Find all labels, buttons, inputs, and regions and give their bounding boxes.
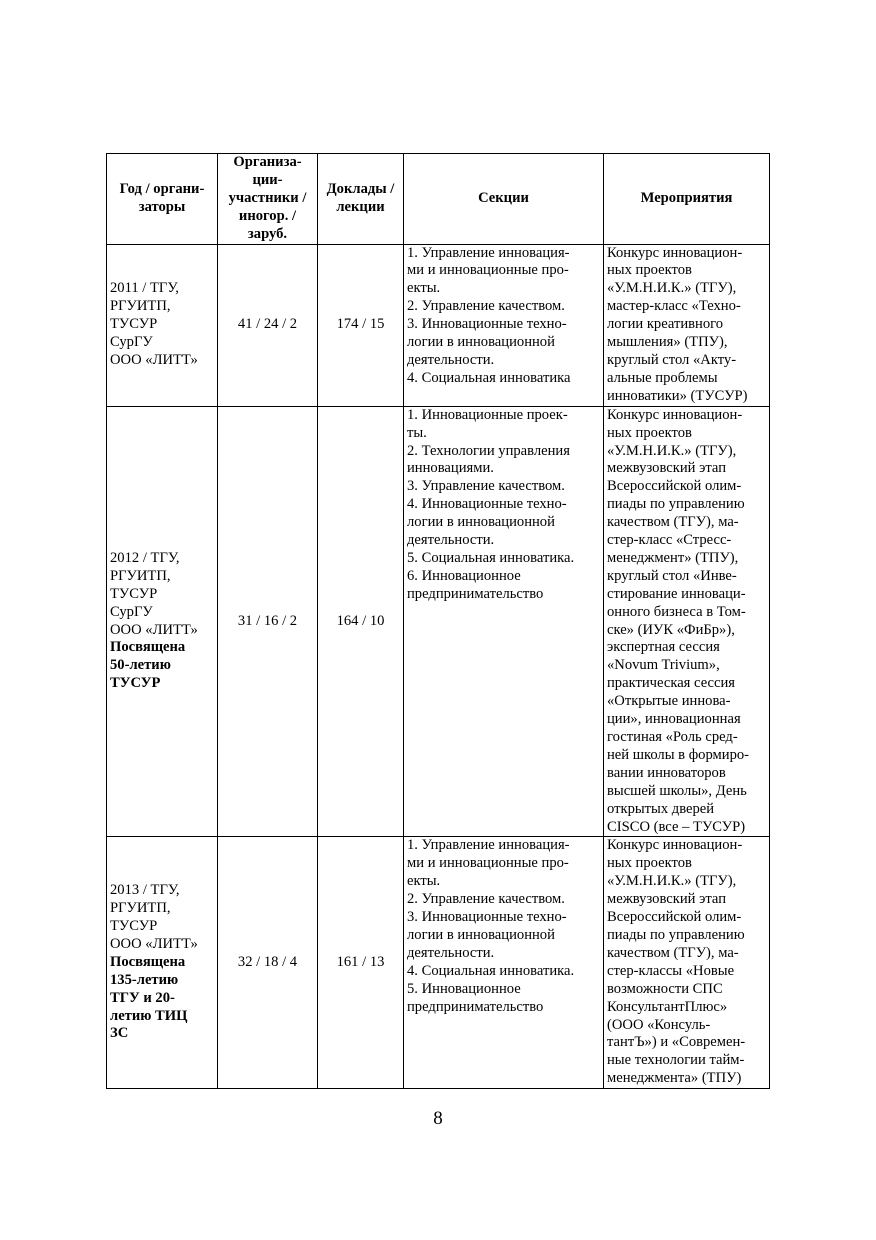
events-line: альные проблемы xyxy=(607,369,718,386)
events-line: круглый стол «Инве- xyxy=(607,567,737,584)
header-events: Мероприятия xyxy=(604,154,770,245)
events-line: практическая сессия xyxy=(607,675,736,692)
year-line: РГУИТП, xyxy=(110,298,171,315)
year-line: РГУИТП, xyxy=(110,900,171,917)
table-row xyxy=(107,837,770,1089)
year-line: СурГУ xyxy=(110,603,153,620)
sections-line: ми и инновационные про- xyxy=(407,855,569,872)
year-line: 2012 / ТГУ, xyxy=(110,549,180,566)
events-line: стер-класс «Стресс- xyxy=(607,532,732,549)
events-cell xyxy=(604,837,770,1089)
events-line: тантЪ») и «Современ- xyxy=(607,1034,746,1051)
year-line: ООО «ЛИТТ» xyxy=(110,935,198,952)
year-line: СурГУ xyxy=(110,334,153,351)
year-organizers-cell xyxy=(107,406,218,837)
sections-line: логии в инновационной xyxy=(407,514,555,531)
reports-cell: 174 / 15 xyxy=(318,244,404,406)
reports-cell: 161 / 13 xyxy=(318,837,404,1089)
events-line: пиады по управлению xyxy=(607,496,745,513)
events-line: стер-классы «Новые xyxy=(607,962,735,979)
year-organizers-cell xyxy=(107,244,218,406)
year-line: ТУСУР xyxy=(110,316,158,333)
table-row xyxy=(107,406,770,837)
table-header-row xyxy=(107,154,770,245)
year_bold-line: ЗС xyxy=(110,1025,129,1042)
sections-line: 2. Управление качеством. xyxy=(407,298,565,315)
sections-line: 2. Технологии управления xyxy=(407,442,570,459)
orgs-cell: 41 / 24 / 2 xyxy=(218,244,318,406)
events-line: ных проектов xyxy=(607,855,692,872)
page-number: 8 xyxy=(433,1108,443,1129)
events-line: Конкурс инновацион- xyxy=(607,244,743,261)
sections-line: инновациями. xyxy=(407,460,494,477)
header-orgs: Организа- ции- участники / иногор. / заруб. xyxy=(218,154,318,245)
events-line: Конкурс инновацион- xyxy=(607,406,743,423)
year-line: ООО «ЛИТТ» xyxy=(110,621,198,638)
events-line: менеджмент» (ТПУ), xyxy=(607,549,739,566)
year-line: 2013 / ТГУ, xyxy=(110,882,180,899)
sections-cell xyxy=(404,244,604,406)
sections-line: екты. xyxy=(407,280,441,297)
sections-cell xyxy=(404,406,604,837)
reports-cell: 164 / 10 xyxy=(318,406,404,837)
header-sections: Секции xyxy=(404,154,604,245)
events-line: качеством (ТГУ), ма- xyxy=(607,944,739,961)
events-line: «Открытые иннова- xyxy=(607,693,731,710)
events-line: гостиная «Роль сред- xyxy=(607,729,738,745)
events-line: высшей школы», День xyxy=(607,782,747,799)
events-line: межвузовский этап xyxy=(607,460,727,477)
orgs-cell: 32 / 18 / 4 xyxy=(218,837,318,1089)
events-line: «Novum Trivium», xyxy=(607,657,720,674)
sections-line: екты. xyxy=(407,873,441,890)
sections-line: 4. Инновационные техно- xyxy=(407,496,567,513)
header-year: Год / органи- заторы xyxy=(107,154,218,245)
orgs-cell: 31 / 16 / 2 xyxy=(218,406,318,837)
events-line: ске» (ИУК «ФиБр»), xyxy=(607,621,735,638)
sections-line: 4. Социальная инноватика xyxy=(407,369,571,386)
events-line: ных проектов xyxy=(607,262,692,279)
year_bold-line: Посвящена xyxy=(110,953,186,970)
events-line: круглый стол «Акту- xyxy=(607,351,737,368)
sections-line: 1. Управление инновация- xyxy=(407,837,570,854)
events-line: Всероссийской олим- xyxy=(607,909,742,926)
events-line: «У.М.Н.И.К.» (ТГУ), xyxy=(607,442,737,459)
sections-line: 3. Управление качеством. xyxy=(407,478,565,495)
events-line: Всероссийской олим- xyxy=(607,478,742,495)
events-line: ней школы в формиро- xyxy=(607,746,750,763)
year-line: РГУИТП, xyxy=(110,567,171,584)
header-reports: Доклады / лекции xyxy=(318,154,404,245)
events-line: стирование инноваци- xyxy=(607,585,746,602)
sections-line: 2. Управление качеством. xyxy=(407,891,565,908)
sections-line: 4. Социальная инноватика. xyxy=(407,962,575,979)
events-line: «У.М.Н.И.К.» (ТГУ), xyxy=(607,280,737,297)
events-line: вании инноваторов xyxy=(607,764,726,781)
year_bold-line: ТУСУР xyxy=(110,675,161,692)
events-line: межвузовский этап xyxy=(607,891,727,908)
year_bold-line: ТГУ и 20- xyxy=(110,989,175,1006)
sections-line: 1. Управление инновация- xyxy=(407,244,570,261)
events-line: мышления» (ТПУ), xyxy=(607,334,728,351)
events-line: мастер-класс «Техно- xyxy=(607,298,741,315)
sections-line: логии в инновационной xyxy=(407,334,555,351)
events-line: менеджмента» (ТПУ) xyxy=(607,1070,742,1087)
year-line: ТУСУР xyxy=(110,918,158,935)
events-line: ных проектов xyxy=(607,424,692,441)
events-line: онного бизнеса в Том- xyxy=(607,603,746,620)
sections-line: 1. Инновационные проек- xyxy=(407,406,568,423)
sections-line: предпринимательство xyxy=(407,585,544,602)
year-organizers-cell xyxy=(107,837,218,1089)
events-line: CISCO (все – ТУСУР) xyxy=(607,818,746,835)
events-cell xyxy=(604,244,770,406)
events-cell xyxy=(604,406,770,837)
events-line: КонсультантПлюс» xyxy=(607,998,728,1015)
sections-line: 6. Инновационное xyxy=(407,567,521,584)
sections-cell xyxy=(404,837,604,1089)
sections-line: деятельности. xyxy=(407,532,495,549)
year-line: ТУСУР xyxy=(110,585,158,602)
events-line: открытых дверей xyxy=(607,800,715,817)
sections-line: деятельности. xyxy=(407,351,495,368)
sections-line: 5. Инновационное xyxy=(407,980,521,997)
table-row xyxy=(107,244,770,406)
events-table xyxy=(106,153,770,1089)
year_bold-line: летию ТИЦ xyxy=(110,1007,188,1024)
sections-line: 3. Инновационные техно- xyxy=(407,316,567,333)
events-line: возможности СПС xyxy=(607,980,723,997)
year_bold-line: 135-летию xyxy=(110,971,179,988)
events-line: инноватики» (ТУСУР) xyxy=(607,387,748,404)
sections-line: 5. Социальная инноватика. xyxy=(407,549,575,566)
year_bold-line: 50-летию xyxy=(110,657,171,674)
events-line: (ООО «Консуль- xyxy=(607,1016,711,1033)
year_bold-line: Посвящена xyxy=(110,639,186,656)
sections-line: деятельности. xyxy=(407,944,495,961)
sections-line: предпринимательство xyxy=(407,998,544,1015)
year-line: ООО «ЛИТТ» xyxy=(110,351,198,368)
events-line: ции», инновационная xyxy=(607,711,741,728)
events-line: экспертная сессия xyxy=(607,639,720,656)
sections-line: 3. Инновационные техно- xyxy=(407,909,567,926)
sections-line: ты. xyxy=(407,424,427,441)
events-line: ные технологии тайм- xyxy=(607,1052,745,1069)
events-line: «У.М.Н.И.К.» (ТГУ), xyxy=(607,873,737,890)
events-line: Конкурс инновацион- xyxy=(607,837,743,854)
sections-line: ми и инновационные про- xyxy=(407,262,569,279)
year-line: 2011 / ТГУ, xyxy=(110,280,179,297)
events-line: пиады по управлению xyxy=(607,926,745,943)
sections-line: логии в инновационной xyxy=(407,926,555,943)
events-line: логии креативного xyxy=(607,316,724,333)
events-line: качеством (ТГУ), ма- xyxy=(607,514,739,531)
